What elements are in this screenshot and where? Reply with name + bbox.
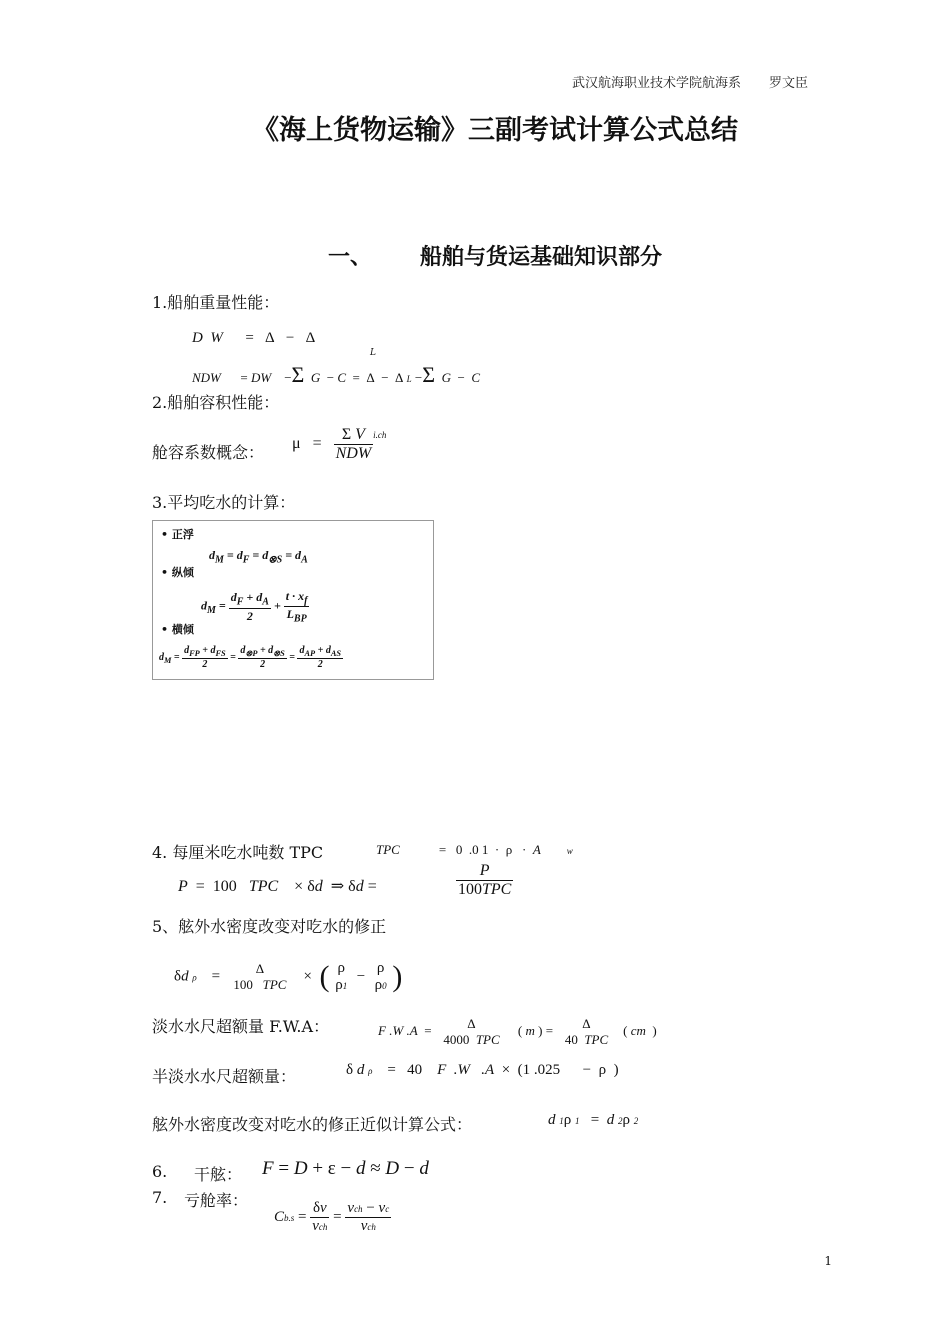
item-freeboard: 干舷： bbox=[194, 1165, 243, 1184]
figure-heel-formula: $d_M$ = $\frac{d_{FP} + d_{FS}}{2}$ = $\frac{d_{\otimes P} + d_{\otimes S}}{2}$ = $\frac{d_{AP} + d_{AS}}{2}$ bbox=[159, 645, 342, 670]
formula-freeboard: F = D + ε − d ≈ D − d bbox=[262, 1158, 429, 1179]
item-cargo-coef: 舱容系数概念： bbox=[152, 443, 265, 462]
page-header bbox=[572, 72, 808, 91]
item-dwa: 半淡水水尺超额量： bbox=[152, 1067, 297, 1086]
page-number: 1 bbox=[824, 1254, 832, 1268]
item-volume: 2.船舶容积性能： bbox=[152, 393, 280, 412]
formula-dwa: δ d ρ = 40 F .W .A × (1 .025 − ρ ) bbox=[346, 1062, 619, 1078]
formula-dw: D W = Δ − Δ bbox=[192, 330, 316, 346]
formula-p: P = 100 TPC × δd ⇒ δd = bbox=[178, 878, 377, 895]
section-heading bbox=[0, 240, 950, 271]
formula-approx: d 1ρ 1 = d 2ρ 2 bbox=[548, 1112, 639, 1128]
figure-trim-formula: $d_M$ = $\frac{d_F + d_A}{2}$ + $\frac{t \cdot x_f}{L_{BP}}$ bbox=[201, 589, 308, 625]
mean-draft-figure bbox=[152, 520, 434, 680]
document-title: 《海上货物运输》三副考试计算公式总结 bbox=[252, 115, 738, 146]
item-mean-draft: 3.平均吃水的计算： bbox=[152, 493, 296, 512]
section-number: 一、 bbox=[327, 245, 372, 270]
section-title: 船舶与货运基础知识部分 bbox=[420, 245, 663, 270]
formula-tpc: TPC = 0 .0 1 · ρ · A w bbox=[376, 842, 573, 857]
item-tpc: 4. 每厘米吃水吨数 TPC bbox=[152, 843, 324, 862]
figure-heel: • 横倾 bbox=[161, 623, 194, 636]
formula-loss: Cb.s = $\frac{\delta v}{\text{vch}}$ = $\frac{\text{vch − vc}}{\text{vch}}$ bbox=[274, 1200, 390, 1234]
item-freeboard-num: 6. bbox=[152, 1162, 168, 1181]
formula-ndw: NDW = DW −Σ G − C = Δ − Δ L −Σ G − C bbox=[192, 362, 480, 387]
item-approx: 舷外水密度改变对吃水的修正近似计算公式： bbox=[152, 1115, 473, 1134]
figure-trim: • 纵倾 bbox=[161, 566, 194, 579]
formula-p-frac: $\frac{P}{\text{100TPC}}$ bbox=[458, 862, 512, 898]
header-author: 罗文臣 bbox=[768, 76, 808, 91]
figure-even-formula: $d_M = d_F = d_{\otimes S} = d_A$ bbox=[209, 548, 308, 566]
item-density-corr: 5、舷外水密度改变对吃水的修正 bbox=[152, 917, 387, 936]
item-loss: 亏舱率： bbox=[184, 1191, 249, 1210]
formula-dw-sub: L bbox=[370, 348, 376, 358]
header-school: 武汉航海职业技术学院航海系 bbox=[571, 76, 741, 91]
formula-density: δd ρ = Δ 100 TPC × ( ρ ρ1 − ρ ρ0 ) bbox=[174, 960, 403, 993]
figure-even: • 正浮 bbox=[161, 528, 194, 541]
formula-fwa: F .W .A = Δ 4000 TPC ( m ) = Δ 40 TPC ( cm ) bbox=[378, 1016, 657, 1047]
item-loss-num: 7. bbox=[152, 1188, 168, 1207]
item-fwa: 淡水水尺超额量 F.W.A： bbox=[152, 1017, 330, 1036]
item-weight: 1.船舶重量性能： bbox=[152, 293, 280, 312]
formula-mu: μ = $\frac{\text{Σ V}}{\text{NDW}}$ $^{i.ch}$ bbox=[292, 426, 387, 462]
